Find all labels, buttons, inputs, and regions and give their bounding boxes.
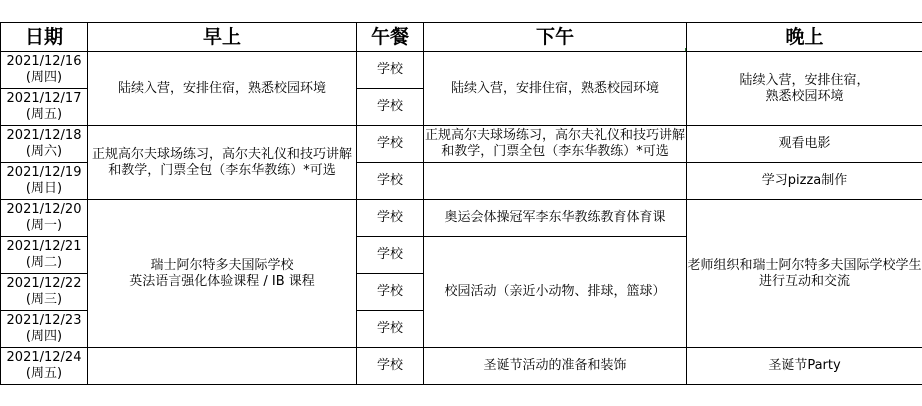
evening-line: 熟悉校园环境 bbox=[765, 88, 844, 104]
date-cell bbox=[1, 237, 88, 274]
afternoon-cell: 校园活动（亲近小动物、排球，篮球） bbox=[424, 237, 687, 348]
header-lunch: 午餐 bbox=[357, 23, 424, 52]
table-row bbox=[1, 348, 922, 385]
lunch-cell: 学校 bbox=[357, 311, 424, 348]
date-text: 2021/12/19 bbox=[6, 165, 82, 180]
header-row bbox=[1, 23, 922, 52]
date-text: 2021/12/17 bbox=[6, 91, 82, 106]
weekday-text: (周三) bbox=[25, 292, 63, 307]
evening-line: 陆续入营，安排住宿， bbox=[739, 72, 870, 88]
date-text: 2021/12/16 bbox=[6, 54, 82, 69]
header-morning: 早上 bbox=[88, 23, 357, 52]
date-text: 2021/12/24 bbox=[6, 350, 82, 365]
evening-cell: 学习pizza制作 bbox=[687, 163, 922, 200]
date-cell bbox=[1, 126, 88, 163]
morning-cell: 陆续入营，安排住宿，熟悉校园环境 bbox=[88, 52, 357, 126]
morning-line: 英法语言强化体验课程 / IB 课程 bbox=[129, 273, 315, 289]
evening-cell: 老师组织和瑞士阿尔特多夫国际学校学生进行互动和交流 bbox=[687, 200, 922, 348]
date-cell bbox=[1, 163, 88, 200]
evening-cell bbox=[687, 52, 922, 126]
lunch-cell: 学校 bbox=[357, 126, 424, 163]
lunch-cell: 学校 bbox=[357, 237, 424, 274]
morning-cell bbox=[88, 200, 357, 348]
table-row bbox=[1, 52, 922, 89]
evening-cell: 观看电影 bbox=[687, 126, 922, 163]
date-text: 2021/12/21 bbox=[6, 239, 82, 254]
weekday-text: (周二) bbox=[25, 255, 63, 270]
weekday-text: (周五) bbox=[25, 107, 63, 122]
header-afternoon: 下午 bbox=[424, 23, 687, 52]
table-row bbox=[1, 200, 922, 237]
lunch-cell: 学校 bbox=[357, 52, 424, 89]
weekday-text: (周五) bbox=[25, 366, 63, 381]
morning-cell bbox=[88, 348, 357, 385]
weekday-text: (周六) bbox=[25, 144, 63, 159]
morning-cell: 正规高尔夫球场练习，高尔夫礼仪和技巧讲解和教学，门票全包（李东华教练）*可选 bbox=[88, 126, 357, 200]
date-text: 2021/12/18 bbox=[6, 128, 82, 143]
evening-cell: 圣诞节Party bbox=[687, 348, 922, 385]
table-row bbox=[1, 126, 922, 163]
date-text: 2021/12/22 bbox=[6, 276, 82, 291]
weekday-text: (周四) bbox=[25, 329, 63, 344]
date-cell bbox=[1, 348, 88, 385]
lunch-cell: 学校 bbox=[357, 274, 424, 311]
lunch-cell: 学校 bbox=[357, 163, 424, 200]
schedule-table bbox=[0, 22, 922, 385]
afternoon-cell: 陆续入营，安排住宿，熟悉校园环境 bbox=[424, 52, 687, 126]
header-evening: 晚上 bbox=[687, 23, 922, 52]
date-text: 2021/12/20 bbox=[6, 202, 82, 217]
afternoon-cell: 圣诞节活动的准备和装饰 bbox=[424, 348, 687, 385]
lunch-cell: 学校 bbox=[357, 89, 424, 126]
weekday-text: (周日) bbox=[25, 181, 63, 196]
afternoon-cell bbox=[424, 163, 687, 200]
date-cell bbox=[1, 89, 88, 126]
header-date: 日期 bbox=[1, 23, 88, 52]
afternoon-cell: 奥运会体操冠军李东华教练教育体育课 bbox=[424, 200, 687, 237]
date-cell bbox=[1, 311, 88, 348]
weekday-text: (周四) bbox=[25, 70, 63, 85]
date-text: 2021/12/23 bbox=[6, 313, 82, 328]
date-cell bbox=[1, 200, 88, 237]
lunch-cell: 学校 bbox=[357, 200, 424, 237]
afternoon-cell: 正规高尔夫球场练习，高尔夫礼仪和技巧讲解和教学，门票全包（李东华教练）*可选 bbox=[424, 126, 687, 163]
morning-line: 瑞士阿尔特多夫国际学校 bbox=[150, 257, 294, 273]
lunch-cell: 学校 bbox=[357, 348, 424, 385]
date-cell bbox=[1, 52, 88, 89]
weekday-text: (周一) bbox=[25, 218, 63, 233]
date-cell bbox=[1, 274, 88, 311]
